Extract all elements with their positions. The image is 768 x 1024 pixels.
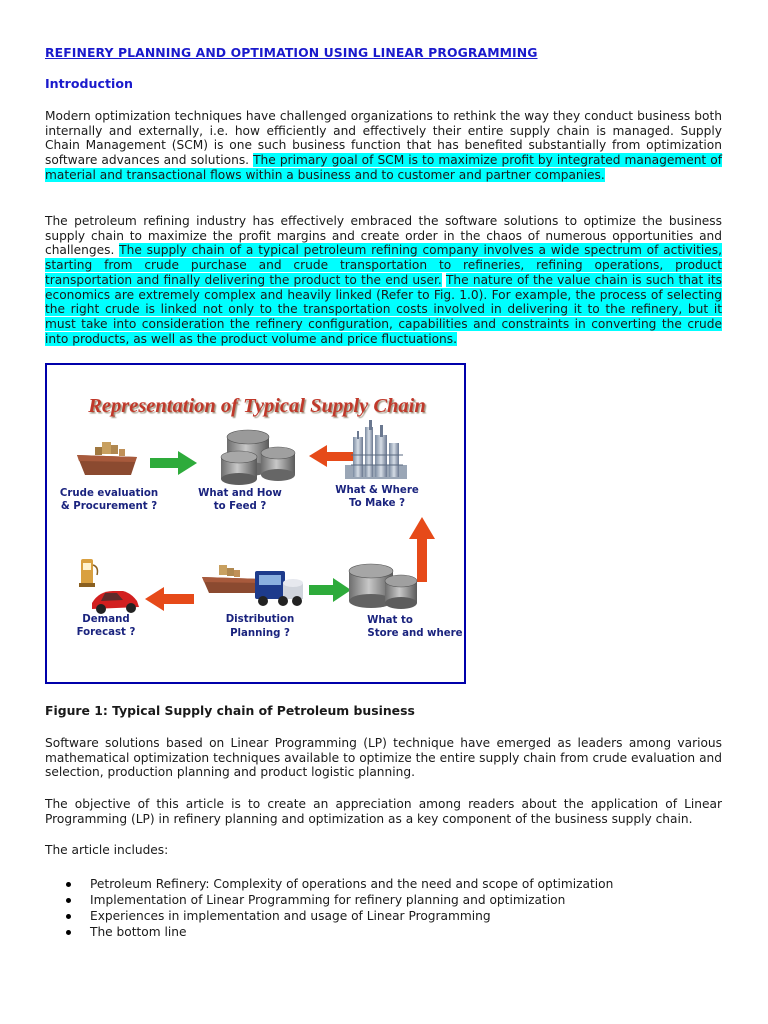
storage-tanks-icon <box>221 430 295 485</box>
red-arrow-up-icon <box>409 517 435 582</box>
introduction-heading: Introduction <box>45 76 133 91</box>
label-store-and-where: Store and where <box>367 628 463 639</box>
storage-tanks-bottom-icon <box>349 564 417 609</box>
label-to-feed: to Feed ? <box>213 501 267 512</box>
highlighted-text: The primary goal of SCM is to maximize profit by integrated management of material and transactional flows within a business and to customer and partner companies. <box>45 153 722 182</box>
document-title[interactable]: REFINERY PLANNING AND OPTIMATION USING LINEAR PROGRAMMING <box>45 45 538 60</box>
figure-caption: Figure 1: Typical Supply chain of Petroleum business <box>45 703 415 718</box>
truck-icon <box>255 571 303 606</box>
article-includes-label: The article includes: <box>45 843 169 857</box>
label-crude-evaluation: Crude evaluation <box>59 488 159 499</box>
green-arrow-icon <box>150 451 197 475</box>
label-planning: Planning ? <box>230 628 290 639</box>
fuel-pump-icon <box>79 559 98 587</box>
supply-chain-figure <box>45 363 466 684</box>
list-item: Implementation of Linear Programming for refinery planning and optimization <box>45 892 613 908</box>
label-what-and-how: What and How <box>198 488 282 499</box>
paragraph-text: The petroleum refining industry has effectively embraced the software solutions to optimize the business supply chain to maximize the profit margins and create order in the chaos of numerous opportunities and challenges. <box>45 214 722 258</box>
label-to-make: To Make ? <box>348 498 406 509</box>
supply-chain-diagram <box>47 365 466 684</box>
paragraph-objective: The objective of this article is to create an appreciation among readers about the application of Linear Programming (LP) in refinery planning and optimization as a key component of the business supply chain. <box>45 797 722 826</box>
paragraph-text: Modern optimization techniques have challenged organizations to rethink the way they conduct business both internally and externally, i.e. how efficiently and effectively their entire supply chain is managed. Supply Chain Management (SCM) is one such business function that has benefited substantially from optimization software advances and solutions. <box>45 109 722 168</box>
red-arrow-left-icon <box>309 445 353 467</box>
label-distribution: Distribution <box>225 614 295 625</box>
label-procurement: & Procurement ? <box>60 501 158 512</box>
car-icon <box>92 591 139 614</box>
oil-tanker-icon <box>77 442 137 475</box>
tanker-ship-icon <box>202 565 262 593</box>
refinery-icon <box>345 420 407 479</box>
label-demand: Demand <box>82 614 130 625</box>
red-arrow-left-bottom-icon <box>145 587 194 611</box>
highlighted-text: The nature of the value chain is such that its economics are extremely complex and heavily linked (Refer to Fig. 1.0). For example, the process of selecting the right crude is linked not only to the transportation costs involved in delivering it to the refinery, but it must take into consideration the refinery configuration, capabilities and constraints in converting the crude into products, as well as the product volume and price fluctuations. <box>45 272 722 346</box>
figure-title: Representation of Typical Supply Chain <box>88 395 426 417</box>
article-bullet-list <box>45 876 613 940</box>
paragraph-lp-solutions: Software solutions based on Linear Programming (LP) technique have emerged as leaders among various mathematical optimization techniques available to optimize the entire supply chain from crude evaluation and selection, production planning and product logistic planning. <box>45 736 722 780</box>
label-what-to: What to <box>367 615 413 626</box>
label-forecast: Forecast ? <box>76 627 136 638</box>
label-what-and-where: What & Where <box>335 485 419 496</box>
paragraph-scm-intro <box>45 109 722 183</box>
paragraph-petroleum-industry <box>45 214 722 346</box>
list-item: Petroleum Refinery: Complexity of operations and the need and scope of optimization <box>45 876 613 892</box>
highlighted-text: The supply chain of a typical petroleum refining company involves a wide spectrum of activities, starting from crude purchase and crude transportation to refineries, refining operations, product transportation and finally delivering the product to the end user. <box>45 243 722 287</box>
list-item: The bottom line <box>45 924 613 940</box>
green-arrow-bottom-icon <box>309 578 351 602</box>
list-item: Experiences in implementation and usage of Linear Programming <box>45 908 613 924</box>
